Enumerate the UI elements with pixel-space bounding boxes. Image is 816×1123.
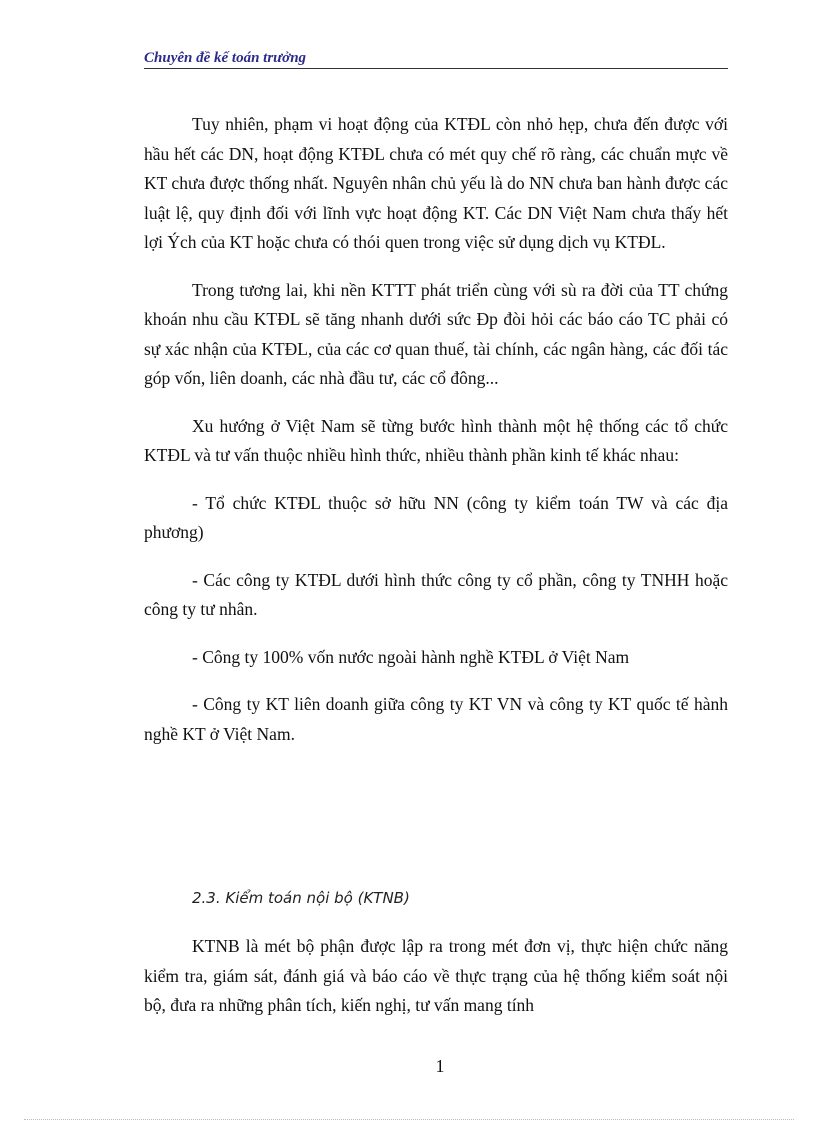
list-item: - Công ty KT liên doanh giữa công ty KT VN và công ty KT quốc tế hành nghề KT ở Việt Nam. — [144, 694, 728, 744]
section-heading: 2.3. Kiểm toán nội bộ (KTNB) — [192, 889, 410, 907]
list-item: - Các công ty KTĐL dưới hình thức công ty cổ phần, công ty TNHH hoặc công ty tư nhân. — [144, 569, 728, 619]
page-bottom-divider — [24, 1119, 794, 1120]
body-text — [144, 110, 728, 767]
paragraph: Xu hướng ở Việt Nam sẽ từng bước hình thành một hệ thống các tổ chức KTĐL và tư vấn thuộc nhiều hình thức, nhiều thành phần kinh tế khác nhau: — [144, 415, 728, 465]
list-item: - Công ty 100% vốn nước ngoài hành nghề KTĐL ở Việt Nam — [192, 646, 630, 667]
header-title: Chuyên đề kế toán trưởng — [144, 50, 307, 66]
section-body — [144, 932, 728, 1039]
paragraph: KTNB là mét bộ phận được lập ra trong mét đơn vị, thực hiện chức năng kiểm tra, giám sát, đánh giá và báo cáo về thực trạng của hệ thống kiểm soát nội bộ, đưa ra những phân tích, kiến nghị, tư vấn mang tính — [144, 936, 728, 1015]
list-item: - Tổ chức KTĐL thuộc sở hữu NN (công ty kiểm toán TW và các địa phương) — [144, 492, 728, 542]
paragraph: Tuy nhiên, phạm vi hoạt động của KTĐL còn nhỏ hẹp, chưa đến được với hầu hết các DN, hoạt động KTĐL chưa có mét quy chế rõ ràng, các chuẩn mực về KT chưa được thống nhất. Nguyên nhân chủ yếu là do NN chưa ban hành được các luật lệ, quy định đối với lĩnh vực hoạt động KT. Các DN Việt Nam chưa thấy hết lợi Ých của KT hoặc chưa có thói quen trong việc sử dụng dịch vụ KTĐL. — [144, 114, 728, 252]
paragraph: Trong tương lai, khi nền KTTT phát triển cùng với sù ra đời của TT chứng khoán nhu cầu KTĐL sẽ tăng nhanh dưới sức Ðp đòi hỏi các báo cáo TC phải có sự xác nhận của KTĐL, của các cơ quan thuế, tài chính, các ngân hàng, các đối tác góp vốn, liên doanh, các nhà đầu tư, các cổ đông... — [144, 279, 728, 388]
page-number: 1 — [435, 1056, 445, 1076]
page-header — [144, 48, 728, 69]
